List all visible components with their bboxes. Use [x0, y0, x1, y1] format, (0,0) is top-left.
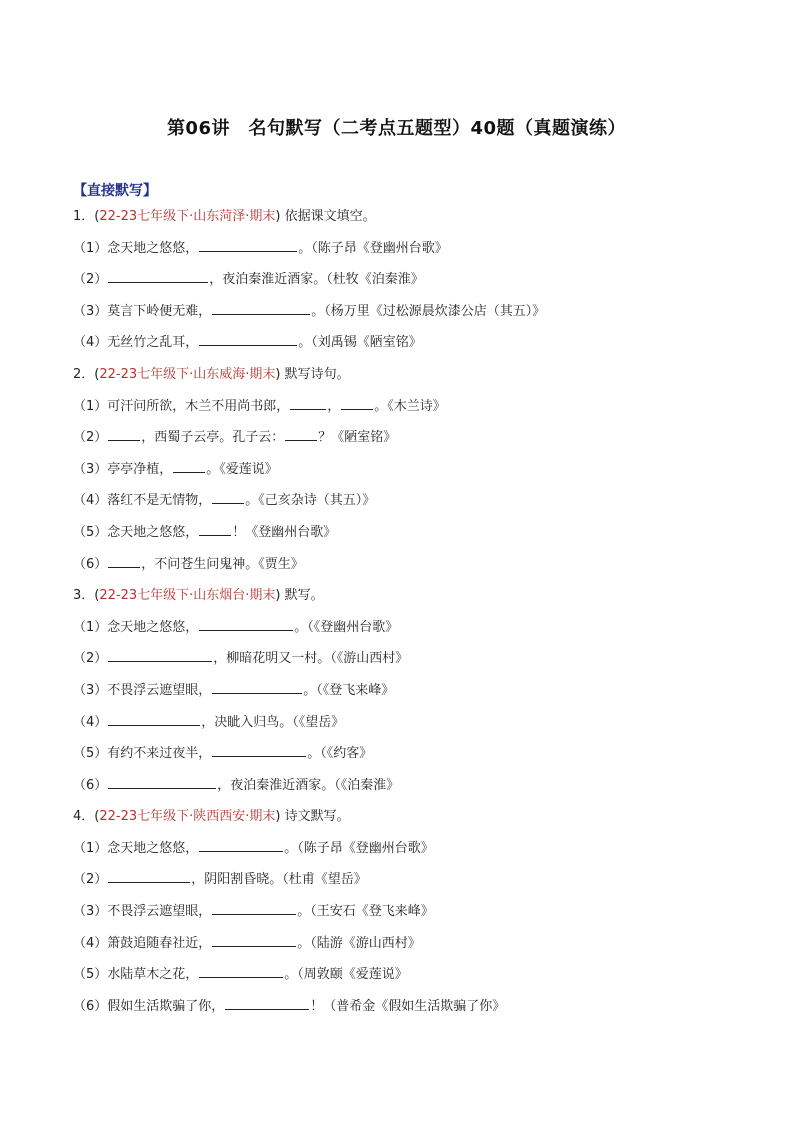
- question-instruction: ) 诗文默写。: [275, 809, 350, 825]
- answer-blank[interactable]: [108, 774, 216, 789]
- item-text: （2）: [73, 430, 108, 446]
- item-text: ，柳暗花明又一村。（《游山西村》: [213, 651, 409, 667]
- question-header: [73, 805, 753, 837]
- item-text: （3）莫言下岭便无难，: [73, 303, 212, 319]
- item-text: （5）水陆草木之花，: [73, 967, 199, 983]
- question-header: [73, 363, 753, 395]
- question-item: [73, 521, 753, 553]
- answer-blank[interactable]: [108, 268, 208, 283]
- question-item: [73, 553, 753, 585]
- answer-blank[interactable]: [212, 900, 296, 915]
- question-item: [73, 932, 753, 964]
- item-text: （1）念天地之悠悠，: [73, 840, 199, 856]
- answer-blank[interactable]: [108, 711, 200, 726]
- answer-blank[interactable]: [199, 237, 297, 252]
- answer-blank[interactable]: [199, 837, 283, 852]
- item-text: 。《爱莲说》: [206, 461, 278, 477]
- answer-blank[interactable]: [199, 616, 293, 631]
- item-text: （4）落红不是无情物，: [73, 493, 212, 509]
- question-item: [73, 647, 753, 679]
- document-title: 第06讲 名句默写（二考点五题型）40题（真题演练）: [166, 118, 627, 139]
- item-text: ，不问苍生问鬼神。《贾生》: [141, 556, 304, 572]
- item-text: 。（陆游《游山西村》: [297, 935, 421, 951]
- question-item: [73, 426, 753, 458]
- item-text: （3）亭亭净植，: [73, 461, 173, 477]
- question-item: [73, 268, 753, 300]
- question-instruction: ) 默写诗句。: [275, 366, 350, 382]
- question-item: [73, 900, 753, 932]
- answer-blank[interactable]: [212, 300, 310, 315]
- item-text: 。（周敦颐《爱莲说》: [284, 967, 408, 983]
- answer-blank[interactable]: [199, 331, 297, 346]
- answer-blank[interactable]: [199, 521, 231, 536]
- question-item: [73, 489, 753, 521]
- question-item: [73, 237, 753, 269]
- item-text: ！《登幽州台歌》: [232, 524, 337, 540]
- item-text: （5）念天地之悠悠，: [73, 524, 199, 540]
- question-item: [73, 711, 753, 743]
- question-source: 22-23七年级下·山东菏泽·期末: [99, 209, 276, 224]
- answer-blank[interactable]: [212, 742, 306, 757]
- question-instruction: ) 依据课文填空。: [275, 209, 376, 224]
- answer-blank[interactable]: [212, 932, 296, 947]
- item-text: ？《陋室铭》: [318, 430, 397, 446]
- question-item: [73, 331, 753, 363]
- item-text: 。（陈子昂《登幽州台歌》: [298, 240, 448, 256]
- item-text: （2）: [73, 872, 108, 888]
- question-header: [73, 205, 753, 237]
- question-number: 2．(: [73, 366, 100, 382]
- answer-blank[interactable]: [212, 679, 302, 694]
- answer-blank[interactable]: [225, 995, 309, 1010]
- answer-blank[interactable]: [341, 395, 373, 410]
- item-text: 。《木兰诗》: [374, 398, 446, 414]
- item-text: 。（《约客》: [307, 746, 373, 762]
- question-item: [73, 616, 753, 648]
- item-text: ！（普希金《假如生活欺骗了你》: [310, 998, 506, 1014]
- answer-blank[interactable]: [108, 647, 212, 662]
- item-text: ，夜泊秦淮近酒家。（杜牧《泊秦淮》: [209, 272, 424, 288]
- item-text: （1）可汗问所欲，木兰不用尚书郎，: [73, 398, 290, 414]
- item-text: （3）不畏浮云遮望眼，: [73, 904, 212, 920]
- item-text: （1）念天地之悠悠，: [73, 240, 199, 256]
- item-text: ，决眦入归鸟。（《望岳》: [201, 714, 345, 730]
- question-item: [73, 458, 753, 490]
- item-text: （6）: [73, 777, 108, 793]
- answer-blank[interactable]: [212, 489, 244, 504]
- question-item: [73, 742, 753, 774]
- answer-blank[interactable]: [199, 963, 283, 978]
- item-text: ，西蜀子云亭。孔子云：: [141, 430, 285, 446]
- answer-blank[interactable]: [285, 426, 317, 441]
- question-item: [73, 963, 753, 995]
- question-header: [73, 584, 753, 616]
- item-text: （2）: [73, 272, 108, 288]
- question-item: [73, 774, 753, 806]
- question-number: 1．(: [73, 209, 100, 224]
- item-text: （4）无丝竹之乱耳，: [73, 335, 199, 351]
- question-item: [73, 868, 753, 900]
- question-source: 22-23七年级下·山东威海·期末: [99, 366, 276, 382]
- item-text: 。（《登幽州台歌》: [294, 619, 399, 635]
- item-text: （3）不畏浮云遮望眼，: [73, 682, 212, 698]
- question-item: [73, 395, 753, 427]
- answer-blank[interactable]: [173, 458, 205, 473]
- item-text: 。（《登飞来峰》: [303, 682, 395, 698]
- item-text: 。（王安石《登飞来峰》: [297, 904, 434, 920]
- answer-blank[interactable]: [108, 868, 190, 883]
- item-text: （1）念天地之悠悠，: [73, 619, 199, 635]
- item-text: （2）: [73, 651, 108, 667]
- item-text: （5）有约不来过夜半，: [73, 746, 212, 762]
- item-text: 。（刘禹锡《陋室铭》: [298, 335, 422, 351]
- item-text: （6）: [73, 556, 108, 572]
- item-text: ，阴阳割昏晓。（杜甫《望岳》: [191, 872, 367, 888]
- question-source: 22-23七年级下·陕西西安·期末: [99, 809, 276, 825]
- question-item: [73, 837, 753, 869]
- answer-blank[interactable]: [108, 553, 140, 568]
- item-text: 。（陈子昂《登幽州台歌》: [284, 840, 434, 856]
- question-instruction: ) 默写。: [275, 588, 324, 604]
- item-text: （4）: [73, 714, 108, 730]
- item-text: ，: [327, 398, 341, 414]
- question-item: [73, 679, 753, 711]
- question-number: 3．(: [73, 588, 100, 604]
- question-item: [73, 995, 753, 1027]
- question-source: 22-23七年级下·山东烟台·期末: [99, 588, 276, 604]
- item-text: ，夜泊秦淮近酒家。（《泊秦淮》: [217, 777, 400, 793]
- question-list: [73, 205, 753, 1026]
- question-item: [73, 300, 753, 332]
- item-text: 。《己亥杂诗（其五）》: [245, 493, 376, 509]
- section-heading: 【直接默写】: [73, 183, 157, 199]
- item-text: （6）假如生活欺骗了你，: [73, 998, 225, 1014]
- item-text: 。（杨万里《过松源晨炊漆公店（其五）》: [311, 303, 546, 319]
- item-text: （4）箫鼓追随春社近，: [73, 935, 212, 951]
- answer-blank[interactable]: [108, 426, 140, 441]
- answer-blank[interactable]: [290, 395, 326, 410]
- question-number: 4．(: [73, 809, 100, 825]
